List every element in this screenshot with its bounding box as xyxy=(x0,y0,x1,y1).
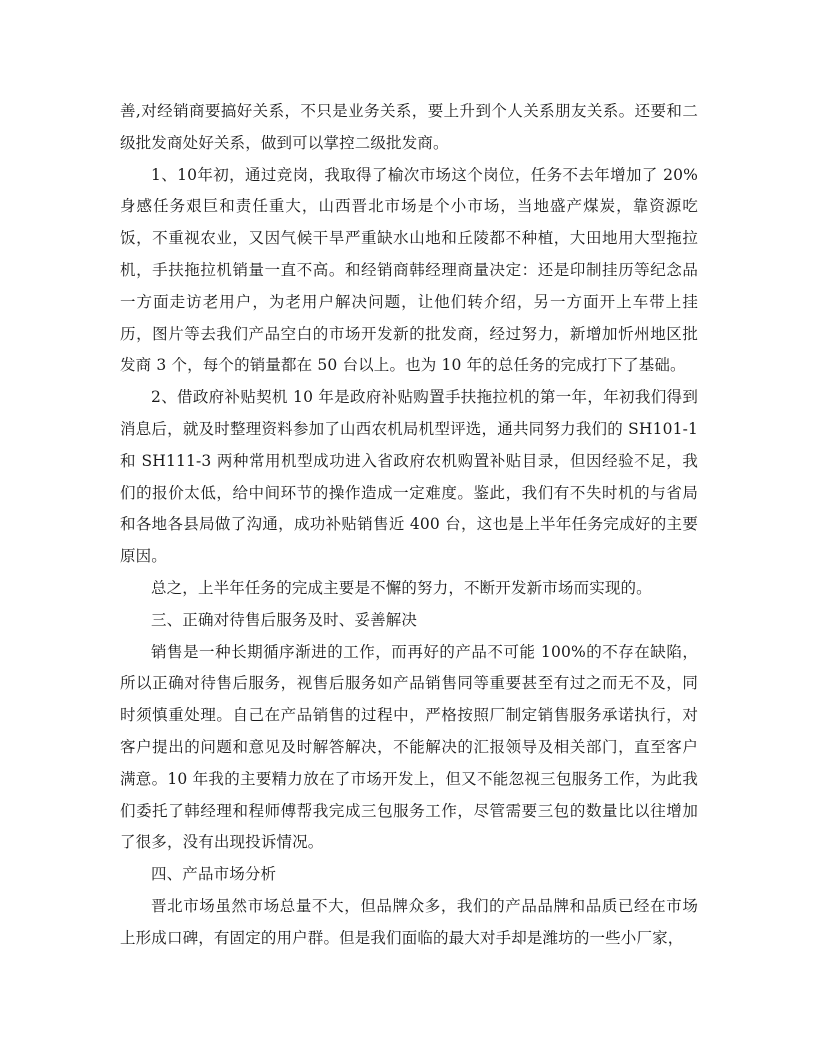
paragraph-summary: 总之，上半年任务的完成主要是不懈的努力，不断开发新市场而实现的。 xyxy=(151,578,652,597)
section-heading-after-sales: 三、正确对待售后服务及时、妥善解决 xyxy=(151,610,418,629)
section-heading-market-analysis: 四、产品市场分析 xyxy=(151,865,277,884)
document-body xyxy=(120,96,698,955)
paragraph-market-analysis: 晋北市场虽然市场总量不大，但品牌众多，我们的产品品牌和品质已经在市场上形成口碑，有固定的用户群。但是我们面临的最大对手却是潍坊的一些小厂家， xyxy=(120,896,698,947)
paragraph-item-1-yuci-market: 1、10年初，通过竞岗，我取得了榆次市场这个岗位，任务不去年增加了 20%身感任务艰巨和责任重大，山西晋北市场是个小市场，当地盛产煤炭，靠资源吃饭，不重视农业，又因气候干旱严重缺水山地和丘陵都不种植，大田地用大型拖拉机，手扶拖拉机销量一直不高。和经销商韩经理商量决定：还是印制挂历等纪念品一方面走访老用户，为老用户解决问题，让他们转介绍，另一方面开上车带上挂历，图片等去我们产品空白的市场开发新的批发商，经过努力，新增加忻州地区批发商 3 个，每个的销量都在 50 台以上。也为 10 年的总任务的完成打下了基础。 xyxy=(120,165,698,375)
paragraph-intro-continuation: 善,对经销商要搞好关系，不只是业务关系，要上升到个人关系朋友关系。还要和二级批发商处好关系，做到可以掌控二级批发商。 xyxy=(120,102,698,152)
paragraph-after-sales-service: 销售是一种长期循序渐进的工作，而再好的产品不可能 100%的不存在缺陷，所以正确对待售后服务，视售后服务如产品销售同等重要甚至有过之而无不及，同时须慎重处理。自己在产品销售的过程中，严格按照厂制定销售服务承诺执行，对客户提出的问题和意见及时解答解决，不能解决的汇报领导及相关部门，直至客户满意。10 年我的主要精力放在了市场开发上，但又不能忽视三包服务工作，为此我们委托了韩经理和程师傅帮我完成三包服务工作，尽管需要三包的数量比以往增加了很多，没有出现投诉情况。 xyxy=(120,642,698,852)
paragraph-item-2-government-subsidy: 2、借政府补贴契机 10 年是政府补贴购置手扶拖拉机的第一年，年初我们得到消息后，就及时整理资料参加了山西农机局机型评选，通共同努力我们的 SH101-1 和 SH111-3 两种常用机型成功进入省政府农机购置补贴目录，但因经验不足，我们的报价太低，给中间环节的操作造成一定难度。鉴此，我们有不失时机的与省局和各地各县局做了沟通，成功补贴销售近 400 台，这也是上半年任务完成好的主要原因。 xyxy=(120,388,698,566)
